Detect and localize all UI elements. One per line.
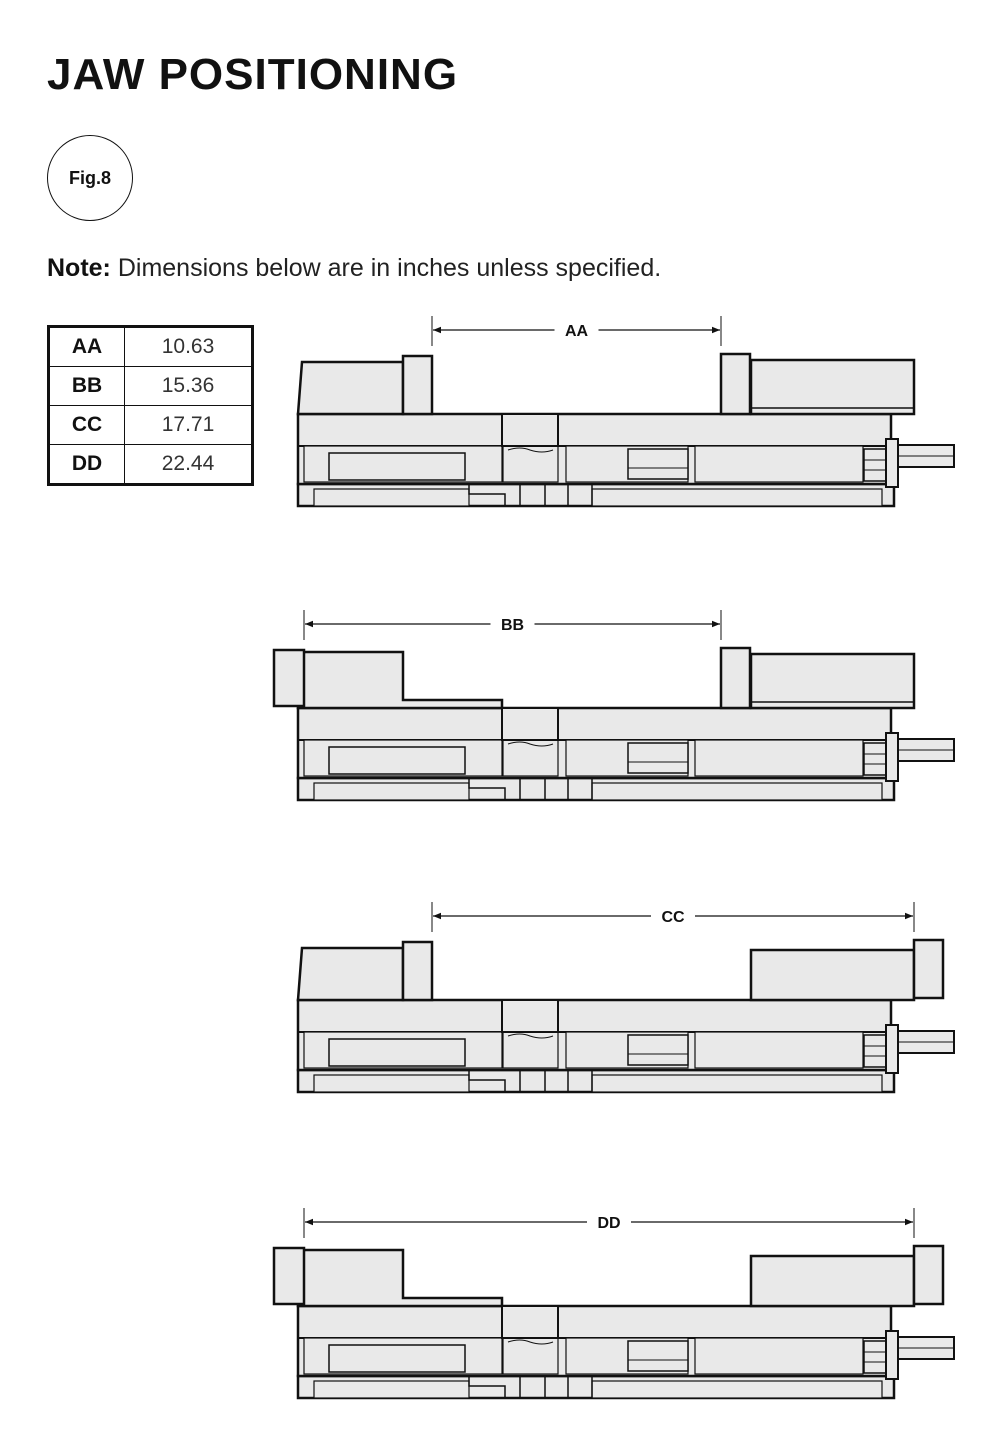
movable-jaw-body	[751, 360, 914, 414]
body-side-panel	[695, 1032, 863, 1068]
dimension-value: 22.44	[125, 445, 253, 485]
note-text: Dimensions below are in inches unless specified.	[110, 254, 662, 282]
fixed-jaw-body	[298, 1250, 502, 1306]
dimension-value: 15.36	[125, 367, 253, 406]
base-plate-slot	[592, 1075, 882, 1092]
note-label: Note:	[47, 254, 111, 282]
fixed-jaw-body	[298, 948, 403, 1000]
body-window	[628, 1035, 688, 1065]
body-center-block-top	[502, 414, 558, 446]
jaw-plate-right	[914, 940, 943, 998]
jaw-plate-left	[274, 650, 304, 706]
spindle-nut	[864, 1035, 886, 1067]
body-window	[329, 747, 465, 774]
body-side-panel	[695, 446, 863, 482]
body-window	[628, 449, 688, 479]
dimension-label: BB	[500, 617, 525, 634]
jaw-plate-right	[914, 1246, 943, 1304]
body-window	[628, 1341, 688, 1371]
body-window	[329, 1039, 465, 1066]
dimension-value: 17.71	[125, 406, 253, 445]
dimension-label: CC	[661, 909, 685, 926]
movable-jaw-body	[751, 654, 914, 708]
spindle-collar	[886, 439, 898, 487]
dimension-label: AA	[564, 323, 589, 340]
body-center-block-top	[502, 1000, 558, 1032]
spindle-nut	[864, 743, 886, 775]
vise-view	[298, 316, 954, 506]
figure-label: Fig.8	[68, 167, 111, 188]
vise-view	[274, 610, 954, 800]
body-window	[628, 743, 688, 773]
fixed-jaw-body	[298, 362, 403, 414]
dimension-key: CC	[49, 406, 125, 445]
vise-view	[298, 902, 954, 1092]
movable-jaw-body	[751, 950, 914, 1000]
spindle-collar	[886, 1025, 898, 1073]
dimension-key: AA	[49, 327, 125, 367]
dimension-value: 10.63	[125, 327, 253, 367]
jaw-plate-left	[274, 1248, 304, 1304]
jaw-plate-right	[721, 354, 750, 414]
spindle-nut	[864, 1341, 886, 1373]
jaw-plate-right	[721, 648, 750, 708]
base-plate-slot	[314, 489, 469, 506]
jaw-plate-left	[403, 942, 432, 1000]
spindle-collar	[886, 1331, 898, 1379]
body-center-block-top	[502, 708, 558, 740]
base-plate-slot	[592, 1381, 882, 1398]
spindle-nut	[864, 449, 886, 481]
vise-view	[274, 1208, 954, 1398]
jaw-plate-left	[403, 356, 432, 414]
body-window	[329, 453, 465, 480]
base-plate-slot	[314, 783, 469, 800]
base-plate-slot	[592, 489, 882, 506]
dimension-key: DD	[49, 445, 125, 485]
spindle-collar	[886, 733, 898, 781]
page-title: JAW POSITIONING	[47, 50, 459, 99]
body-center-block-top	[502, 1306, 558, 1338]
base-plate-slot	[314, 1381, 469, 1398]
movable-jaw-body	[751, 1256, 914, 1306]
body-side-panel	[695, 1338, 863, 1374]
body-window	[329, 1345, 465, 1372]
base-plate-slot	[592, 783, 882, 800]
fixed-jaw-body	[298, 652, 502, 708]
base-plate-slot	[314, 1075, 469, 1092]
dimension-key: BB	[49, 367, 125, 406]
body-side-panel	[695, 740, 863, 776]
dimension-label: DD	[597, 1215, 621, 1232]
